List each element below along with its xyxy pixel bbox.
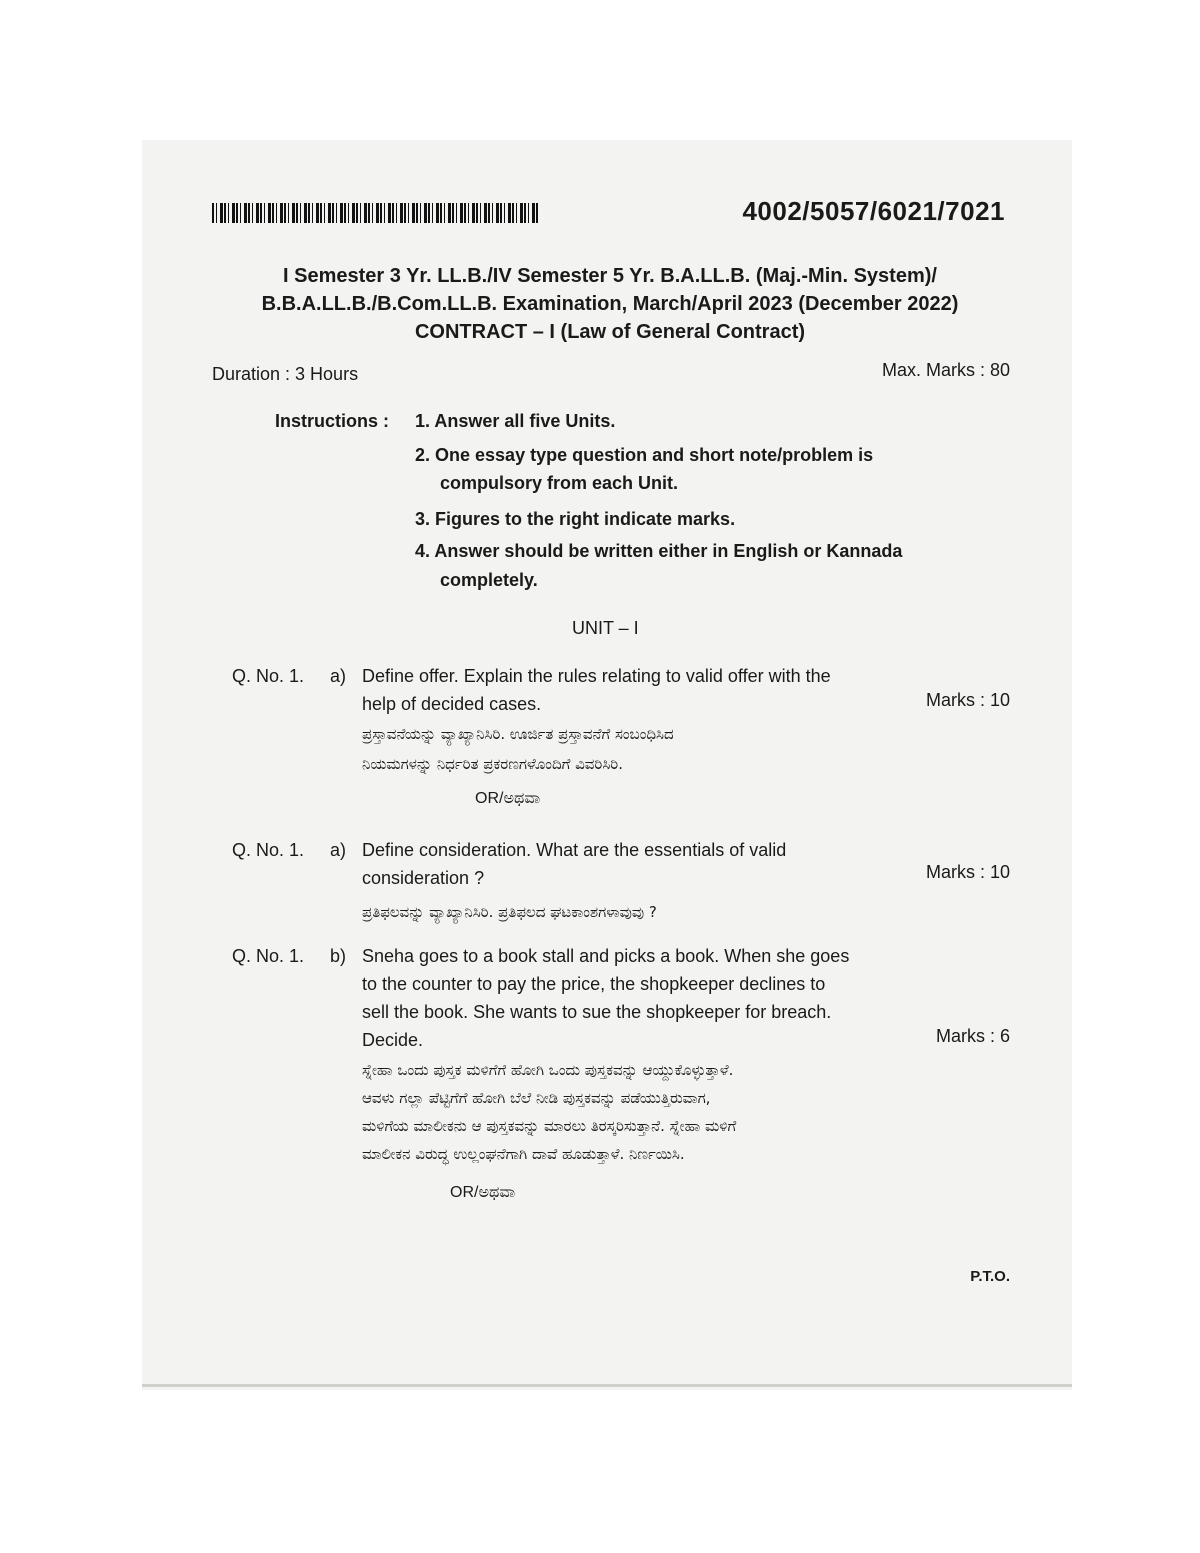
marks: Marks : 6 (935, 1026, 1010, 1046)
question-text-line: Define offer. Explain the rules relating to valid offer with the (362, 666, 831, 686)
question-text-line: sell the book. She wants to sue the shopkeeper for breach. (362, 1002, 832, 1022)
question-part: b) (330, 946, 347, 966)
paper-code: 4002/5057/6021/7021 (742, 196, 1005, 226)
question-part: a) (330, 666, 347, 686)
marks: Marks : 10 (925, 862, 1010, 882)
unit-heading: UNIT – I (572, 618, 639, 638)
max-marks: Max. Marks : 80 (881, 360, 1010, 380)
kannada-text-line: ಮಳಿಗೆಯ ಮಾಲೀಕನು ಆ ಪುಸ್ತಕವನ್ನು ಮಾರಲು ತಿರಸ್ಕರಿಸುತ್ತಾನೆ. ಸ್ನೇಹಾ ಮಳಿಗೆ (362, 1117, 737, 1135)
kannada-text-line: ಮಾಲೀಕನ ವಿರುದ್ಧ ಉಲ್ಲಂಘನೆಗಾಗಿ ದಾವೆ ಹೂಡುತ್ತಾಳೆ. ನಿರ್ಣಯಿಸಿ. (362, 1145, 685, 1163)
instruction-4-cont: completely. (440, 570, 538, 590)
kannada-text-line: ಆವಳು ಗಲ್ಲಾ ಪೆಟ್ಟಿಗೆಗೆ ಹೋಗಿ ಬೆಲೆ ನೀಡಿ ಪುಸ್ತಕವನ್ನು ಪಡೆಯುತ್ತಿರುವಾಗ, (362, 1089, 711, 1107)
kannada-text-line: ನಿಯಮಗಳನ್ನು ನಿರ್ಧರಿತ ಪ್ರಕರಣಗಳೊಂದಿಗೆ ವಿವರಿಸಿರಿ. (362, 755, 623, 773)
header-line-2: B.B.A.LL.B./B.Com.LL.B. Examination, March/April 2023 (December 2022) (261, 293, 959, 315)
instruction-4: 4. Answer should be written either in English or Kannada (415, 541, 903, 561)
question-text-line: Sneha goes to a book stall and picks a book. When she goes (362, 946, 850, 966)
paper-edge (142, 1384, 1072, 1387)
instructions-label: Instructions : (275, 411, 390, 431)
kannada-text-line: ಸ್ನೇಹಾ ಒಂದು ಪುಸ್ತಕ ಮಳಿಗೆಗೆ ಹೋಗಿ ಒಂದು ಪುಸ್ತಕವನ್ನು ಆಯ್ದುಕೊಳ್ಳುತ್ತಾಳೆ. (362, 1061, 734, 1079)
question-text-line: consideration ? (362, 868, 485, 888)
header-line-1: I Semester 3 Yr. LL.B./IV Semester 5 Yr. B.A.LL.B. (Maj.-Min. System)/ (283, 265, 937, 287)
marks: Marks : 10 (925, 690, 1010, 710)
question-number: Q. No. 1. (232, 840, 305, 860)
question-part: a) (330, 840, 347, 860)
instruction-2-cont: compulsory from each Unit. (440, 473, 679, 493)
barcode (212, 203, 540, 223)
kannada-text-line: ಪ್ರಸ್ತಾವನೆಯನ್ನು ವ್ಯಾಖ್ಯಾನಿಸಿರಿ. ಊರ್ಜಿತ ಪ್ರಸ್ತಾವನೆಗೆ ಸಂಬಂಧಿಸಿದ (362, 725, 674, 743)
question-number: Q. No. 1. (232, 946, 305, 966)
or-divider: OR/ಅಥವಾ (450, 1184, 516, 1201)
question-text-line: to the counter to pay the price, the shopkeeper declines to (362, 974, 826, 994)
instruction-2: 2. One essay type question and short note/problem is (415, 445, 874, 465)
kannada-text-line: ಪ್ರತಿಫಲವನ್ನು ವ್ಯಾಖ್ಯಾನಿಸಿರಿ. ಪ್ರತಿಫಲದ ಘಟಕಾಂಶಗಳಾವುವು ? (362, 903, 657, 921)
instruction-3: 3. Figures to the right indicate marks. (415, 509, 736, 529)
question-text-line: Decide. (362, 1030, 424, 1050)
instruction-1: 1. Answer all five Units. (415, 411, 616, 431)
question-number: Q. No. 1. (232, 666, 305, 686)
duration: Duration : 3 Hours (212, 364, 359, 384)
header-line-3: CONTRACT – I (Law of General Contract) (414, 321, 806, 343)
question-text-line: help of decided cases. (362, 694, 542, 714)
question-text-line: Define consideration. What are the essentials of valid (362, 840, 787, 860)
page-turn-over: P.T.O. (970, 1268, 1010, 1285)
or-divider: OR/ಅಥವಾ (475, 790, 541, 807)
